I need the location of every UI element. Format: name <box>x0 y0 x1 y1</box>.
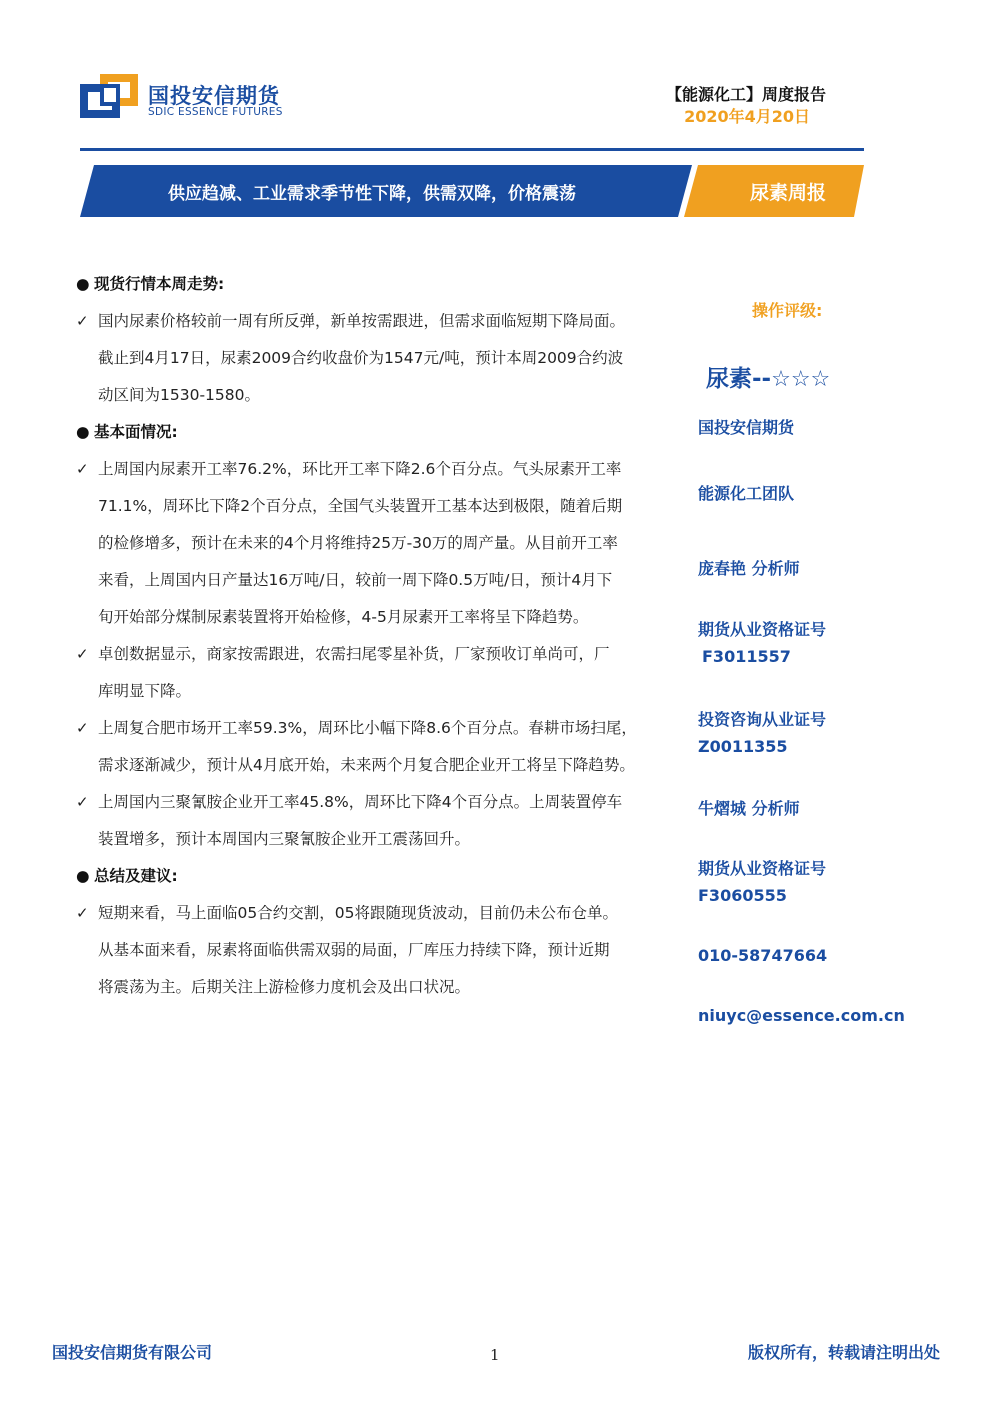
bullet-dot-icon: ● <box>76 275 90 293</box>
company-logo <box>80 74 320 124</box>
list-item: ✓ 上周复合肥市场开工率59.3%，周环比小幅下降8.6个百分点。春耕市场扫尾， 需求逐渐减少，预计从4月底开始，未来两个月复合肥企业开工将呈下降趋势。 <box>76 710 688 784</box>
check-icon: ✓ <box>76 312 89 330</box>
cert-label: 投资咨询从业证号 <box>698 710 827 729</box>
cert-number: F3011557 <box>702 647 791 666</box>
phone-number: 010-58747664 <box>698 946 828 965</box>
check-icon: ✓ <box>76 904 89 922</box>
list-item: ✓ 卓创数据显示，商家按需跟进，农需扫尾零星补货，厂家预收订单尚可，厂 库明显下降。 <box>76 636 688 710</box>
banner-title: 供应趋减、工业需求季节性下降，供需双降，价格震荡 <box>168 184 576 204</box>
check-icon: ✓ <box>76 793 89 811</box>
logo-english-name: SDIC ESSENCE FUTURES <box>148 106 283 118</box>
rating-product: 尿素-- <box>706 366 772 392</box>
cert-number: F3060555 <box>698 886 787 905</box>
banner-tag: 尿素周报 <box>750 182 827 204</box>
check-icon: ✓ <box>76 645 89 663</box>
section-heading-fundamentals: ● 基本面情况: <box>76 414 688 451</box>
list-item: ✓ 上周国内尿素开工率76.2%，环比开工率下降2.6个百分点。气头尿素开工率 71.1%，周环比下降2个百分点，全国气头装置开工基本达到极限，随着后期 的检修增多，预计在未来的4个月将维持25万-30万的周产量。从目前开工率 来看，上周国内日产量达16万吨/日，较前一周下降0.5万吨/日，预计4月下 旬开始部分煤制尿素装置将开始检修，4-5月尿素开工率将呈下降趋势。 <box>76 451 688 636</box>
title-banner <box>80 165 864 217</box>
company-name: 国投安信期货 <box>698 418 795 437</box>
team-name: 能源化工团队 <box>698 484 795 503</box>
analyst-name: 庞春艳 分析师 <box>698 559 800 578</box>
star-rating-icon: ☆☆☆ <box>771 367 831 392</box>
footer-company: 国投安信期货有限公司 <box>52 1343 213 1362</box>
report-body <box>76 266 688 1006</box>
rating <box>706 360 830 393</box>
list-item: ✓ 短期来看，马上面临05合约交割，05将跟随现货波动，目前仍未公布仓单。 从基本面来看，尿素将面临供需双弱的局面，厂库压力持续下降，预计近期 将震荡为主。后期关注上游检修力度机会及出口状况。 <box>76 895 688 1006</box>
header-rule <box>80 148 864 151</box>
check-icon: ✓ <box>76 719 89 737</box>
footer-copyright: 版权所有，转载请注明出处 <box>747 1343 940 1362</box>
logo-mark-icon <box>80 74 140 120</box>
list-item: ✓ 上周国内三聚氰胺企业开工率45.8%，周环比下降4个百分点。上周装置停车 装置增多，预计本周国内三聚氰胺企业开工震荡回升。 <box>76 784 688 858</box>
analyst-name: 牛熠城 分析师 <box>698 799 800 818</box>
cert-label: 期货从业资格证号 <box>698 859 827 878</box>
bullet-dot-icon: ● <box>76 423 90 441</box>
cert-number: Z0011355 <box>698 737 788 756</box>
list-item: ✓ 国内尿素价格较前一周有所反弹，新单按需跟进，但需求面临短期下降局面。 截止到4月17日，尿素2009合约收盘价为1547元/吨，预计本周2009合约波 动区间为1530-1580。 <box>76 303 688 414</box>
page-number: 1 <box>490 1346 500 1364</box>
cert-label: 期货从业资格证号 <box>698 620 827 639</box>
report-date: 2020年4月20日 <box>684 107 810 126</box>
report-type: 【能源化工】周度报告 <box>665 85 826 104</box>
section-heading-spot-market: ● 现货行情本周走势: <box>76 266 688 303</box>
email-link[interactable]: niuyc@essence.com.cn <box>698 1006 905 1025</box>
logo-chinese-name: 国投安信期货 <box>148 84 280 108</box>
bullet-dot-icon: ● <box>76 867 90 885</box>
check-icon: ✓ <box>76 460 89 478</box>
rating-label: 操作评级: <box>752 301 823 320</box>
section-heading-summary: ● 总结及建议: <box>76 858 688 895</box>
